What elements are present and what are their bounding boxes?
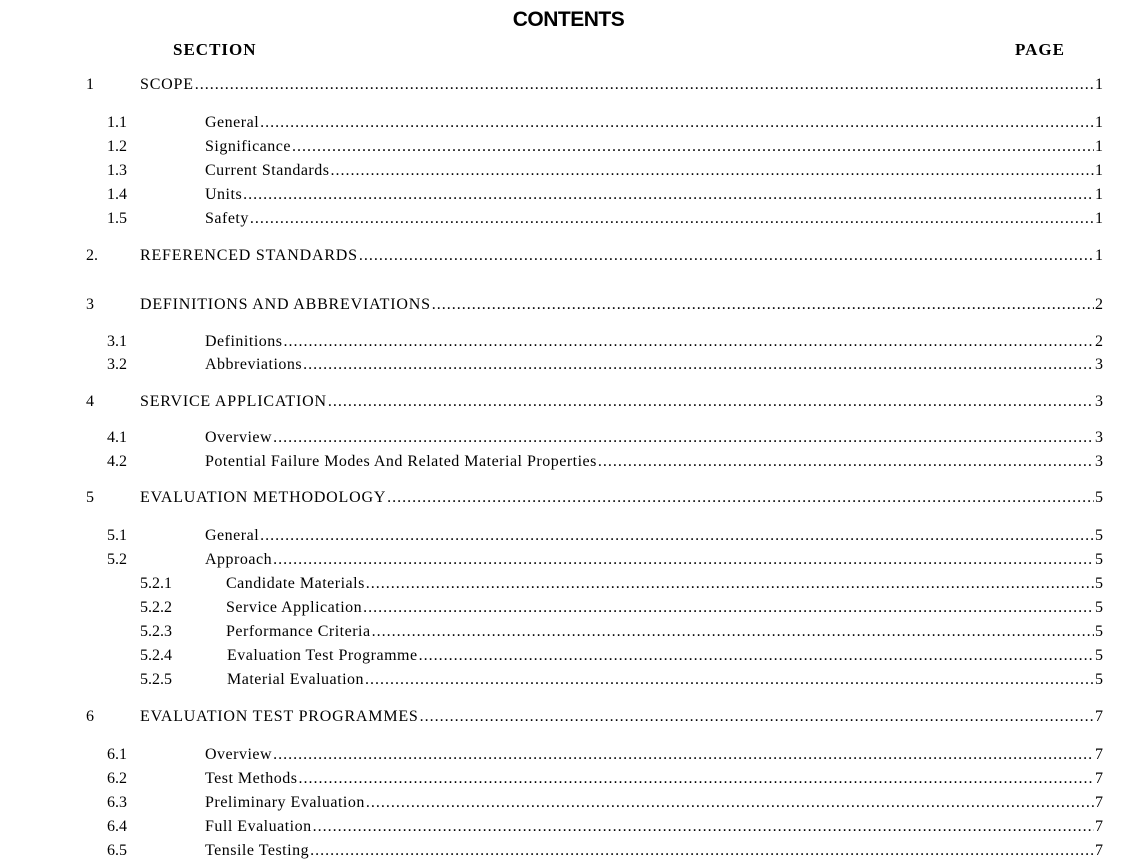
- toc-entry-number: 5.2.4: [140, 647, 172, 664]
- dot-leader: [260, 525, 1094, 547]
- toc-entry[interactable]: [0, 768, 1137, 790]
- dot-leader: [250, 208, 1094, 230]
- toc-entry-page: 5: [1095, 623, 1103, 640]
- toc-entry-page: 2: [1095, 333, 1103, 350]
- dot-leader: [432, 294, 1094, 316]
- toc-entry[interactable]: [0, 525, 1137, 547]
- dot-leader: [195, 74, 1094, 96]
- toc-entry[interactable]: [0, 744, 1137, 766]
- toc-entry-page: 7: [1095, 818, 1103, 835]
- toc-entry-label: Tensile Testing: [205, 842, 310, 859]
- toc-entry-number: 3: [86, 296, 94, 313]
- toc-entry-number: 6.4: [107, 818, 127, 835]
- toc-entry-number: 5.2.2: [140, 599, 172, 616]
- toc-entry-number: 6.5: [107, 842, 127, 859]
- toc-entry[interactable]: [0, 549, 1137, 571]
- dot-leader: [328, 391, 1094, 413]
- toc-entry-page: 5: [1095, 647, 1103, 664]
- toc-entry[interactable]: [0, 621, 1137, 643]
- toc-entry-page: 1: [1095, 186, 1103, 203]
- toc-entry[interactable]: [0, 331, 1137, 353]
- toc-entry-number: 5.2: [107, 551, 127, 568]
- toc-entry-label: General: [205, 527, 260, 544]
- toc-entry[interactable]: [0, 112, 1137, 134]
- toc-entry[interactable]: [0, 74, 1137, 96]
- toc-entry-page: 3: [1095, 393, 1103, 410]
- toc-entry-label: Abbreviations: [205, 356, 303, 373]
- toc-entry-number: 6.1: [107, 746, 127, 763]
- dot-leader: [273, 427, 1094, 449]
- page-column-header: PAGE: [1015, 40, 1065, 59]
- toc-entry-label: Definitions: [205, 333, 283, 350]
- toc-entry-number: 1: [86, 76, 94, 93]
- toc-title: CONTENTS: [512, 8, 625, 31]
- toc-entry-number: 3.1: [107, 333, 127, 350]
- toc-entry-page: 5: [1095, 599, 1103, 616]
- toc-entry-number: 6.3: [107, 794, 127, 811]
- toc-entry-label: SCOPE: [140, 76, 194, 93]
- dot-leader: [284, 331, 1095, 353]
- dot-leader: [420, 706, 1094, 728]
- toc-entry[interactable]: [0, 294, 1137, 316]
- dot-leader: [298, 768, 1094, 790]
- toc-entry-label: Candidate Materials: [226, 575, 365, 592]
- toc-entry-number: 4.2: [107, 453, 127, 470]
- toc-entry[interactable]: [0, 487, 1137, 509]
- toc-entry-page: 5: [1095, 489, 1103, 506]
- toc-entry[interactable]: [0, 391, 1137, 413]
- toc-entry-number: 2.: [86, 247, 98, 264]
- toc-entry[interactable]: [0, 645, 1137, 667]
- toc-entry-page: 7: [1095, 708, 1103, 725]
- dot-leader: [243, 184, 1094, 206]
- toc-entry-number: 1.3: [107, 162, 127, 179]
- dot-leader: [303, 354, 1094, 376]
- toc-entry-label: Evaluation Test Programme: [227, 647, 418, 664]
- toc-entry-page: 7: [1095, 746, 1103, 763]
- toc-entry-label: Preliminary Evaluation: [205, 794, 365, 811]
- toc-entry-number: 4: [86, 393, 94, 410]
- toc-entry[interactable]: [0, 840, 1137, 862]
- toc-entry[interactable]: [0, 706, 1137, 728]
- toc-entry-page: 5: [1095, 527, 1103, 544]
- toc-entry-label: Performance Criteria: [226, 623, 371, 640]
- toc-entry-label: Overview: [205, 746, 273, 763]
- toc-entry-label: General: [205, 114, 260, 131]
- toc-entry-number: 5.2.1: [140, 575, 172, 592]
- toc-entry[interactable]: [0, 160, 1137, 182]
- toc-entry-page: 5: [1095, 575, 1103, 592]
- toc-entry-page: 7: [1095, 842, 1103, 859]
- toc-entry[interactable]: [0, 792, 1137, 814]
- toc-entry-page: 3: [1095, 453, 1103, 470]
- toc-entry[interactable]: [0, 451, 1137, 473]
- toc-entry-page: 7: [1095, 770, 1103, 787]
- toc-entry-label: Test Methods: [205, 770, 298, 787]
- toc-entry-label: DEFINITIONS AND ABBREVIATIONS: [140, 296, 431, 313]
- dot-leader: [330, 160, 1094, 182]
- toc-entry-number: 6.2: [107, 770, 127, 787]
- toc-entry[interactable]: [0, 597, 1137, 619]
- toc-entry[interactable]: [0, 573, 1137, 595]
- toc-entry-label: Overview: [205, 429, 273, 446]
- toc-entry-number: 3.2: [107, 356, 127, 373]
- toc-entry-page: 2: [1095, 296, 1103, 313]
- toc-entry-page: 1: [1095, 162, 1103, 179]
- toc-entry[interactable]: [0, 354, 1137, 376]
- toc-entry-label: Material Evaluation: [227, 671, 365, 688]
- dot-leader: [598, 451, 1094, 473]
- toc-entry-label: Service Application: [226, 599, 363, 616]
- toc-entry[interactable]: [0, 208, 1137, 230]
- dot-leader: [419, 645, 1094, 667]
- dot-leader: [273, 549, 1094, 571]
- toc-entry-number: 1.5: [107, 210, 127, 227]
- dot-leader: [372, 621, 1094, 643]
- toc-entry-page: 1: [1095, 138, 1103, 155]
- toc-entry-label: Units: [205, 186, 243, 203]
- toc-entry[interactable]: [0, 184, 1137, 206]
- toc-entry-label: EVALUATION TEST PROGRAMMES: [140, 708, 419, 725]
- toc-entry-label: EVALUATION METHODOLOGY: [140, 489, 387, 506]
- dot-leader: [273, 744, 1094, 766]
- toc-entry[interactable]: [0, 427, 1137, 449]
- toc-entry-label: Safety: [205, 210, 249, 227]
- toc-entry-page: 1: [1095, 247, 1103, 264]
- dot-leader: [310, 840, 1094, 862]
- toc-entry-number: 4.1: [107, 429, 127, 446]
- dot-leader: [359, 245, 1094, 267]
- section-column-header: SECTION: [173, 40, 257, 59]
- toc-entry-page: 5: [1095, 551, 1103, 568]
- toc-entry-label: SERVICE APPLICATION: [140, 393, 327, 410]
- toc-entry[interactable]: [0, 816, 1137, 838]
- toc-entry-label: Current Standards: [205, 162, 330, 179]
- toc-entry-page: 1: [1095, 114, 1103, 131]
- dot-leader: [366, 792, 1094, 814]
- toc-entry-number: 1.2: [107, 138, 127, 155]
- toc-entry-number: 5: [86, 489, 94, 506]
- toc-entry-page: 1: [1095, 210, 1103, 227]
- toc-entry-number: 6: [86, 708, 94, 725]
- toc-entry-label: Potential Failure Modes And Related Material Properties: [205, 453, 597, 470]
- dot-leader: [363, 597, 1094, 619]
- toc-entry-label: Full Evaluation: [205, 818, 312, 835]
- toc-entry[interactable]: [0, 245, 1137, 267]
- dot-leader: [365, 669, 1094, 691]
- toc-entry-number: 5.1: [107, 527, 127, 544]
- dot-leader: [260, 112, 1094, 134]
- toc-entry-page: 7: [1095, 794, 1103, 811]
- toc-entry-number: 5.2.3: [140, 623, 172, 640]
- dot-leader: [387, 487, 1094, 509]
- toc-entry-label: Significance: [205, 138, 291, 155]
- toc-entry-page: 1: [1095, 76, 1103, 93]
- toc-entry-number: 1.1: [107, 114, 127, 131]
- toc-entry-label: REFERENCED STANDARDS: [140, 247, 358, 264]
- toc-entry-number: 1.4: [107, 186, 127, 203]
- dot-leader: [366, 573, 1094, 595]
- toc-entry[interactable]: [0, 136, 1137, 158]
- dot-leader: [313, 816, 1094, 838]
- toc-entry-page: 5: [1095, 671, 1103, 688]
- toc-entry-number: 5.2.5: [140, 671, 172, 688]
- toc-entry-page: 3: [1095, 429, 1103, 446]
- dot-leader: [292, 136, 1094, 158]
- toc-entry-page: 3: [1095, 356, 1103, 373]
- toc-entry-label: Approach: [205, 551, 273, 568]
- toc-entry[interactable]: [0, 669, 1137, 691]
